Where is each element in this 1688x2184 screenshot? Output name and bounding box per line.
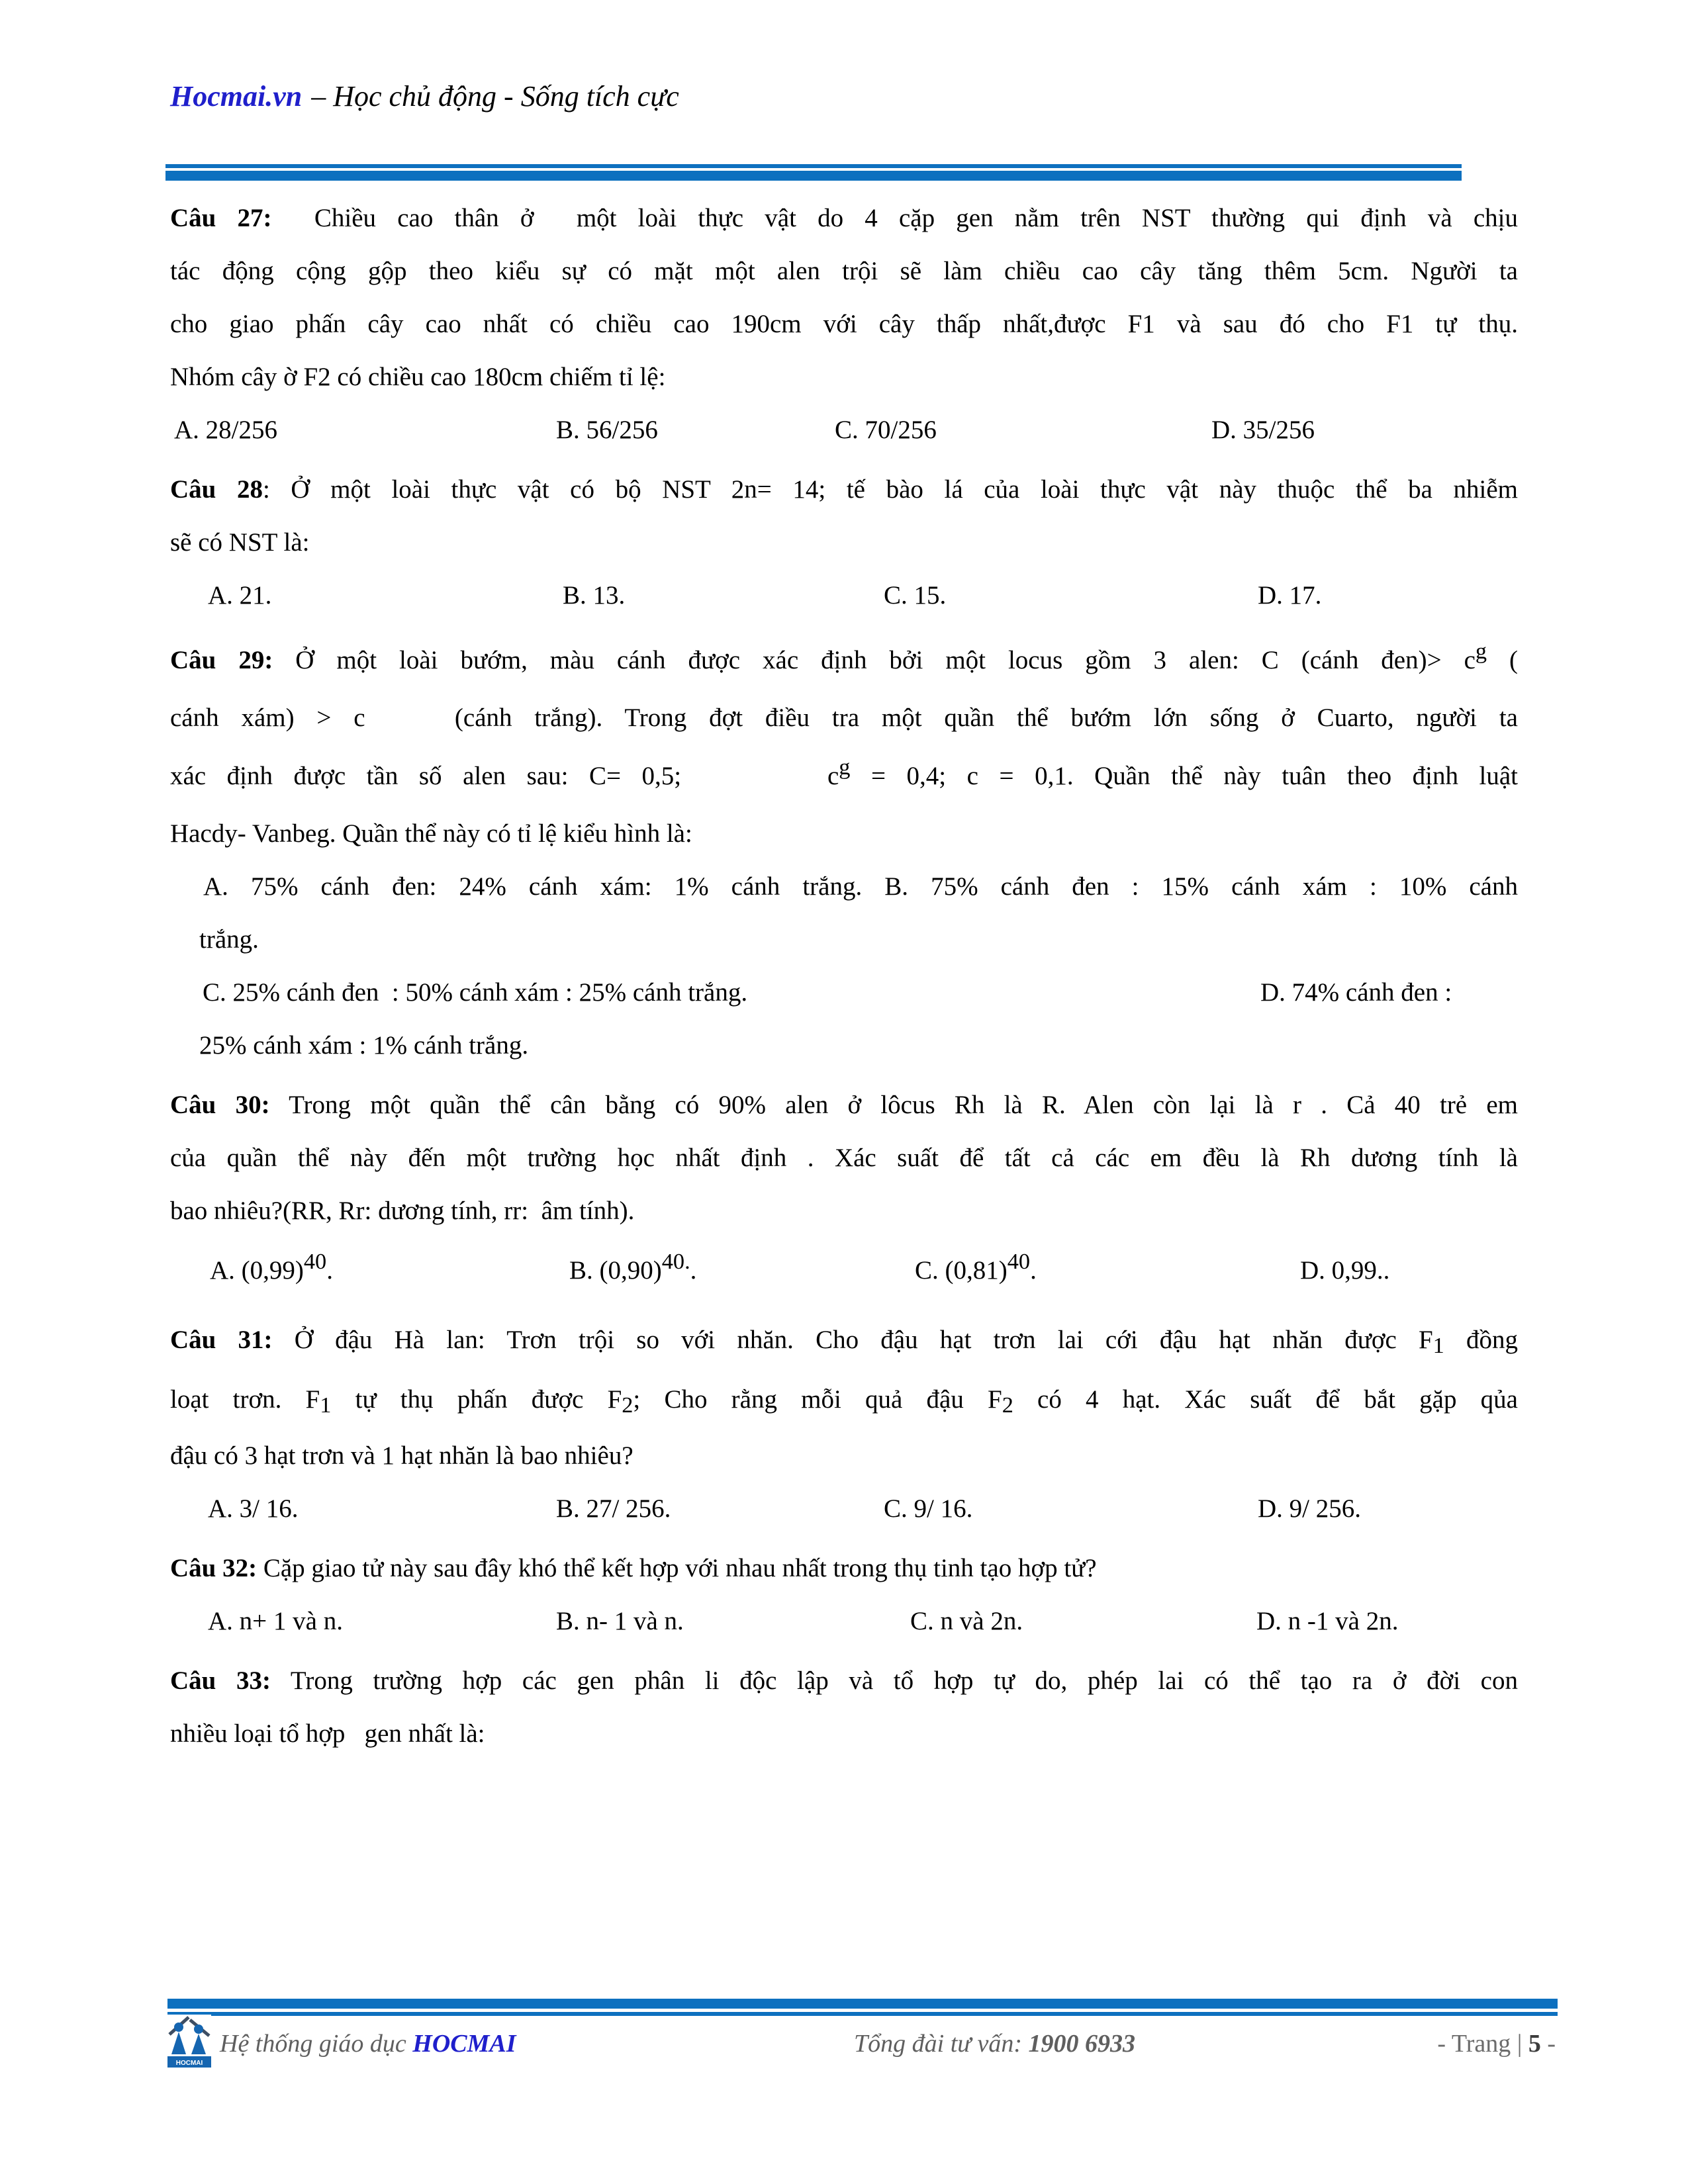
- brand-text: Hocmai.vn: [170, 80, 303, 113]
- footer-organization: [220, 2017, 516, 2070]
- q33-line-1: [170, 1655, 1518, 1707]
- q27-line-3: cho giao phấn cây cao nhất có chiều cao 190cm với cây thấp nhất,được F1 và sau đó cho F1 tự thụ.: [170, 310, 1518, 338]
- q30-answer-c: [915, 1238, 1037, 1304]
- page-footer: [0, 2017, 1688, 2070]
- q28-line-1: [170, 463, 1518, 516]
- q27-text-1: Chiều cao thân ở một loài thực vật do 4 cặp gen nằm trên NST thường qui định và chịu: [271, 204, 1518, 232]
- footer-hotline: [854, 2017, 1135, 2070]
- footer-hotline-label: Tổng đài tư vấn:: [854, 2030, 1029, 2058]
- q32-text-1: Cặp giao tử này sau đây khó thể kết hợp với nhau nhất trong thụ tinh tạo hợp tử?: [257, 1554, 1097, 1582]
- q31-text-2d: có 4 hạt. Xác suất để bắt gặp qủa: [1013, 1385, 1518, 1414]
- q27-answer-d: D. 35/256: [1211, 416, 1315, 444]
- q30-answer-row: [170, 1238, 1518, 1304]
- q27-answer-a: A. 28/256: [174, 416, 277, 444]
- q32-answer-c: C. n và 2n.: [910, 1607, 1023, 1635]
- q31-line-1: [170, 1310, 1518, 1370]
- q30-answer-a: [210, 1238, 333, 1304]
- q31-subscript-f2b: 2: [1002, 1392, 1013, 1418]
- q27-answer-row: [170, 404, 1518, 457]
- q31-subscript-f2: 2: [622, 1392, 633, 1418]
- q33-line-2: nhiều loại tổ hợp gen nhất là:: [170, 1719, 485, 1748]
- q32-answer-d: D. n -1 và 2n.: [1256, 1607, 1399, 1635]
- question-28: [170, 463, 1518, 622]
- q29-text-3b: = 0,4; c = 0,1. Quần thể này tuân theo định luật: [850, 762, 1518, 790]
- q29-superscript-g2: g: [839, 754, 851, 780]
- logo-text: HOCMAI: [175, 2060, 203, 2067]
- header-rule: [165, 164, 1462, 181]
- footer-page-prefix: - Trang |: [1437, 2030, 1528, 2058]
- footer-rule-thin-line: [167, 2012, 1558, 2016]
- footer-rule-thick-bar: [167, 1999, 1558, 2009]
- q27-line-2: tác động cộng gộp theo kiểu sự có mặt một alen trội sẽ làm chiều cao cây tăng thêm 5cm. Người ta: [170, 257, 1518, 285]
- q29-text-1a: Ở một loài bướm, màu cánh được xác định bởi một locus gồm 3 alen: C (cánh đen)> c: [273, 646, 1476, 674]
- q31-answer-b: B. 27/ 256.: [556, 1494, 671, 1523]
- q30-text-1: Trong một quần thể cân bằng có 90% alen ở lôcus Rh là R. Alen còn lại là r . Cả 40 trẻ em: [269, 1091, 1518, 1119]
- q32-label: Câu 32:: [170, 1554, 258, 1582]
- q30-line-2: của quần thể này đến một trường học nhất định . Xác suất để tất cả các em đều là Rh dương tính là: [170, 1144, 1518, 1172]
- q30-answer-a-tail: .: [326, 1256, 333, 1285]
- q32-answer-b: B. n- 1 và n.: [556, 1607, 684, 1635]
- q28-answer-b: B. 13.: [563, 581, 626, 610]
- q30-line-1: [170, 1079, 1518, 1132]
- q29-answer-d-cont: 25% cánh xám : 1% cánh trắng.: [199, 1031, 529, 1060]
- q31-text-1b: đồng: [1444, 1326, 1519, 1354]
- q30-label: Câu 30:: [170, 1091, 270, 1119]
- footer-page-indicator: [1437, 2017, 1556, 2070]
- q30-answer-b: [569, 1238, 696, 1304]
- q27-line-1: [170, 192, 1518, 245]
- header-tagline: – Học chủ động - Sống tích cực: [311, 80, 679, 113]
- q31-text-2b: tự thụ phấn được F: [331, 1385, 622, 1414]
- footer-org-prefix: Hệ thống giáo dục: [220, 2030, 413, 2058]
- page-header: [170, 77, 679, 116]
- q31-answer-row: [170, 1482, 1518, 1535]
- q31-text-1a: Ở đậu Hà lan: Trơn trội so với nhăn. Cho đậu hạt trơn lai cới đậu hạt nhăn được F: [272, 1326, 1433, 1354]
- question-list: [170, 192, 1518, 1767]
- q31-text-2a: loạt trơn. F: [170, 1385, 320, 1414]
- q29-line-2: cánh xám) > c (cánh trắng). Trong đợt điều tra một quần thể bướm lớn sống ở Cuarto, người ta: [170, 704, 1518, 732]
- header-rule-thin-line: [165, 164, 1462, 168]
- question-33: [170, 1655, 1518, 1760]
- q31-answer-c: C. 9/ 16.: [884, 1494, 973, 1523]
- q28-label: Câu 28: [170, 475, 263, 504]
- q29-answer-c: C. 25% cánh đen : 50% cánh xám : 25% cánh trắng.: [203, 978, 748, 1007]
- q33-text-1: Trong trường hợp các gen phân li độc lập và tổ hợp tự do, phép lai có thể tạo ra ở đời con: [270, 1666, 1518, 1695]
- q29-text-1b: (: [1487, 646, 1518, 674]
- q28-answer-d: D. 17.: [1258, 581, 1322, 610]
- q32-answer-a: A. n+ 1 và n.: [208, 1607, 343, 1635]
- q29-answer-ab-cont: trắng.: [199, 925, 259, 954]
- question-29: [170, 629, 1518, 1072]
- q31-label: Câu 31:: [170, 1326, 273, 1354]
- q31-answer-a: A. 3/ 16.: [208, 1494, 299, 1523]
- q31-line-3: đậu có 3 hạt trơn và 1 hạt nhăn là bao nhiêu?: [170, 1441, 633, 1470]
- q33-label: Câu 33:: [170, 1666, 271, 1695]
- q29-answer-d: D. 74% cánh đen :: [1260, 978, 1452, 1007]
- q29-line-1: [170, 629, 1518, 692]
- q30-answer-d-base: D. 0,99..: [1300, 1256, 1390, 1285]
- q31-answer-d: D. 9/ 256.: [1258, 1494, 1361, 1523]
- footer-hotline-number: 1900 6933: [1028, 2030, 1135, 2058]
- question-32: [170, 1542, 1518, 1648]
- q28-line-2: sẽ có NST là:: [170, 528, 310, 557]
- q27-line-4: Nhóm cây ờ F2 có chiều cao 180cm chiếm tỉ lệ:: [170, 363, 666, 391]
- question-30: [170, 1079, 1518, 1304]
- q30-answer-c-base: C. (0,81): [915, 1256, 1008, 1285]
- q31-subscript-f1b: 1: [320, 1392, 332, 1418]
- q30-answer-b-base: B. (0,90): [569, 1256, 662, 1285]
- footer-page-number: 5: [1528, 2030, 1541, 2058]
- q28-text-1: : Ở một loài thực vật có bộ NST 2n= 14; tế bào lá của loài thực vật này thuộc thể ba nhiễm: [262, 475, 1519, 504]
- q30-answer-a-base: A. (0,99): [210, 1256, 304, 1285]
- q30-answer-b-exponent: 40.: [661, 1248, 690, 1274]
- footer-page-suffix: -: [1540, 2030, 1556, 2058]
- q29-label: Câu 29:: [170, 646, 273, 674]
- question-27: [170, 192, 1518, 457]
- q32-answer-row: [170, 1595, 1518, 1648]
- q27-answer-b: B. 56/256: [556, 416, 658, 444]
- q28-answer-c: C. 15.: [884, 581, 947, 610]
- question-31: [170, 1310, 1518, 1535]
- q30-answer-d: [1300, 1238, 1389, 1304]
- q31-subscript-f1: 1: [1432, 1332, 1444, 1358]
- header-rule-thick-bar: [165, 171, 1462, 181]
- q29-line-4: Hacdy- Vanbeg. Quần thể này có tỉ lệ kiểu hình là:: [170, 819, 692, 848]
- q31-text-2c: ; Cho rằng mỗi quả đậu F: [633, 1385, 1002, 1414]
- q30-line-3: bao nhiêu?(RR, Rr: dương tính, rr: âm tính).: [170, 1197, 635, 1225]
- q29-answer-ab: A. 75% cánh đen: 24% cánh xám: 1% cánh trắng. B. 75% cánh đen : 15% cánh xám : 10% cánh: [203, 872, 1518, 901]
- footer-org-brand: HOCMAI: [412, 2030, 516, 2058]
- q29-superscript-g1: g: [1475, 638, 1487, 664]
- q31-line-2: [170, 1370, 1518, 1430]
- q29-text-3a: xác định được tần số alen sau: C= 0,5; c: [170, 762, 839, 790]
- q30-answer-a-exponent: 40: [303, 1248, 327, 1274]
- q29-line-3: [170, 745, 1518, 807]
- q29-answer-row-cd: [170, 966, 1518, 1019]
- q30-answer-c-tail: .: [1030, 1256, 1037, 1285]
- q30-answer-c-exponent: 40: [1007, 1248, 1031, 1274]
- q28-answer-a: A. 21.: [208, 581, 272, 610]
- q28-answer-row: [170, 569, 1518, 622]
- q30-answer-b-tail: .: [690, 1256, 697, 1285]
- q27-answer-c: C. 70/256: [835, 416, 937, 444]
- q27-label: Câu 27:: [170, 204, 272, 232]
- q32-line-1: [170, 1542, 1518, 1595]
- footer-rule: [167, 1999, 1558, 2016]
